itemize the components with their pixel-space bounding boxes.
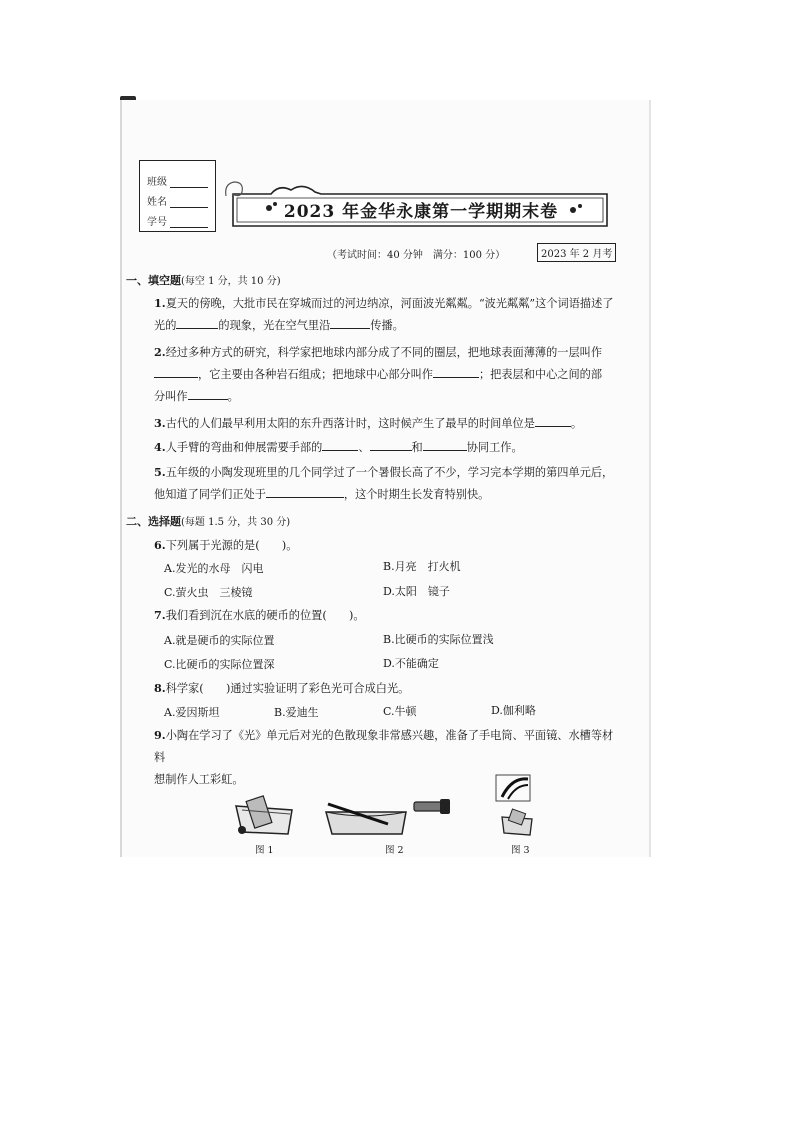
question-7 (154, 604, 624, 627)
q7-option-b[interactable]: B.比硬币的实际位置浅 (383, 633, 494, 646)
id-label: 学号 (147, 217, 167, 228)
id-row (147, 213, 208, 228)
question-1 (154, 292, 624, 337)
q2-number: 2. (154, 345, 166, 359)
q2-blank-3[interactable] (188, 387, 228, 400)
q1-text-d: 传播。 (370, 319, 404, 332)
q9-text-a: 小陶在学习了《光》单元后对光的色散现象非常感兴趣，准备了手电筒、平面镜、水槽等材料 (154, 729, 614, 764)
id-field[interactable] (170, 218, 208, 228)
question-9 (154, 724, 624, 791)
name-row (147, 193, 208, 208)
q9-text-b: 想制作人工彩虹。 (154, 773, 244, 786)
q4-text-d: 协同工作。 (466, 441, 523, 454)
exam-meta: （考试时间：40 分钟 满分：100 分） (327, 250, 506, 261)
q7-option-d[interactable]: D.不能确定 (383, 657, 439, 670)
q5-blank-1[interactable] (266, 485, 344, 498)
section-heading-multiple-choice (126, 513, 290, 529)
q1-number: 1. (154, 296, 166, 310)
q4-blank-1[interactable] (322, 438, 358, 451)
q8-stem: 科学家( )通过实验证明了彩色光可合成白光。 (165, 682, 410, 695)
question-2 (154, 341, 624, 408)
q3-number: 3. (154, 416, 166, 430)
q7-number: 7. (154, 608, 166, 622)
q2-text-d: 分叫作 (154, 390, 188, 403)
name-label: 姓名 (147, 197, 167, 208)
q5-number: 5. (154, 465, 166, 479)
name-field[interactable] (170, 198, 208, 208)
q2-text-a: 经过多种方式的研究，科学家把地球内部分成了不同的圈层，把地球表面薄薄的一层叫作 (165, 346, 603, 359)
q5-text-a: 五年级的小陶发现班里的几个同学过了一个暑假长高了不少，学习完本学期的第四单元后， (165, 466, 614, 479)
figure-3-image (494, 773, 544, 839)
question-3 (154, 412, 624, 435)
q8-option-b[interactable]: B.爱迪生 (274, 706, 319, 719)
section1-note: (每空 1 分，共 10 分) (181, 276, 281, 287)
class-field[interactable] (170, 178, 208, 188)
q2-blank-1[interactable] (154, 365, 198, 378)
figure-1-image (232, 790, 300, 838)
question-5 (154, 461, 624, 506)
figure-1-caption: 图 1 (255, 845, 274, 856)
q6-stem: 下列属于光源的是( )。 (165, 539, 298, 552)
q9-number: 9. (154, 728, 166, 742)
q7-option-a[interactable]: A.就是硬币的实际位置 (164, 634, 275, 647)
q1-text-b: 光的 (154, 319, 177, 332)
q2-text-b: ，它主要由各种岩石组成；把地球中心部分叫作 (198, 368, 433, 381)
section2-note: (每题 1.5 分，共 30 分) (181, 517, 291, 528)
figure-3-caption: 图 3 (511, 845, 530, 856)
question-6 (154, 534, 624, 557)
q4-number: 4. (154, 440, 166, 454)
q4-text-c: 和 (411, 441, 423, 454)
section-heading-fill-blank (126, 272, 281, 288)
q2-text-e: 。 (227, 390, 239, 403)
q7-stem: 我们看到沉在水底的硬币的位置( )。 (165, 609, 365, 622)
q1-blank-1[interactable] (176, 316, 218, 329)
q6-option-a[interactable]: A.发光的水母 闪电 (164, 562, 264, 575)
section2-title: 二、选择题 (126, 515, 181, 528)
q8-option-a[interactable]: A.爱因斯坦 (164, 706, 220, 719)
q8-option-d[interactable]: D.伽利略 (491, 704, 536, 717)
q6-number: 6. (154, 538, 166, 552)
question-4 (154, 436, 624, 459)
question-8 (154, 677, 624, 700)
q2-text-c: ；把表层和中心之间的部 (478, 368, 603, 381)
exam-date-badge: 2023 年 2 月考 (537, 243, 616, 262)
q3-text-b: 。 (570, 417, 583, 430)
q4-text-a: 人手臂的弯曲和伸展需要手部的 (165, 441, 323, 454)
q2-blank-2[interactable] (433, 365, 479, 378)
q6-option-d[interactable]: D.太阳 镜子 (383, 585, 450, 598)
q4-blank-3[interactable] (423, 438, 467, 451)
q1-text-c: 的现象，光在空气里沿 (218, 319, 331, 332)
exam-title: 2023 年金华永康第一学期期末卷 (283, 202, 559, 222)
q5-text-b: 他知道了同学们正处于 (154, 488, 266, 501)
figure-2-caption: 图 2 (385, 845, 404, 856)
figure-2-image (322, 790, 462, 840)
q1-text-a: 夏天的傍晚，大批市民在穿城而过的河边纳凉，河面波光粼粼。“波光粼粼”这个词语描述了 (165, 297, 614, 310)
q8-number: 8. (154, 681, 166, 695)
q7-option-c[interactable]: C.比硬币的实际位置深 (164, 658, 275, 671)
q6-option-c[interactable]: C.萤火虫 三棱镜 (164, 586, 253, 599)
q4-blank-2[interactable] (370, 438, 412, 451)
class-label: 班级 (147, 177, 167, 188)
q5-text-c: ，这个时期生长发育特别快。 (343, 488, 490, 501)
q3-text-a: 古代的人们最早利用太阳的东升西落计时，这时候产生了最早的时间单位是 (165, 417, 535, 430)
q4-text-b: 、 (358, 441, 370, 454)
q3-blank-1[interactable] (535, 414, 571, 427)
q6-option-b[interactable]: B.月亮 打火机 (383, 560, 461, 573)
section1-title: 一、填空题 (126, 274, 181, 287)
class-row (147, 173, 208, 188)
q8-option-c[interactable]: C.牛顿 (383, 705, 417, 718)
q1-blank-2[interactable] (330, 316, 370, 329)
student-info-box (139, 160, 216, 232)
